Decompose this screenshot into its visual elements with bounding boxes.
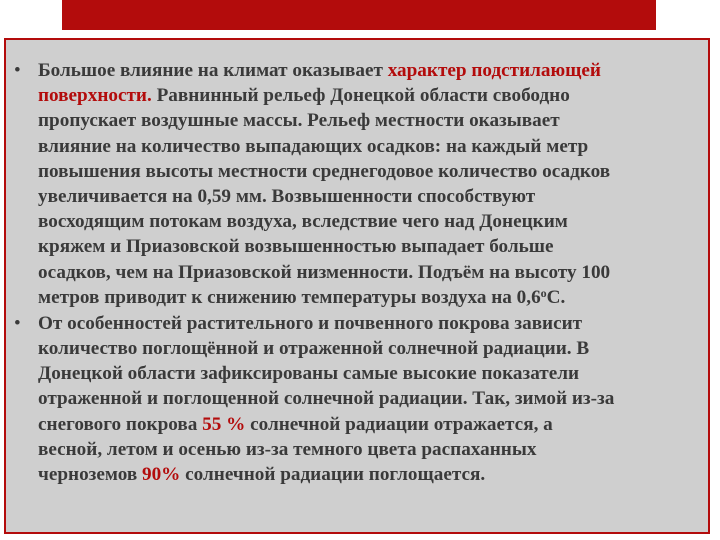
text-segment: солнечной радиации поглощается. — [180, 464, 486, 485]
text-line — [38, 311, 704, 336]
highlighted-text: 90% — [141, 464, 181, 485]
text-segment: количество поглощённой и отраженной солнечной радиации. В — [38, 338, 590, 360]
text-line — [38, 83, 704, 108]
text-line — [38, 184, 704, 209]
superscript-text: о — [540, 285, 547, 300]
text-segment: влияние на количество выпадающих осадков: на каждый метр — [38, 135, 589, 157]
bullet-list — [14, 58, 704, 487]
text-line — [38, 134, 704, 159]
text-segment: осадков, чем на Приазовской низменности. Подъём на высоту 100 — [38, 261, 611, 283]
text-segment: снегового покрова — [38, 413, 203, 435]
bullet-paragraph — [14, 311, 704, 487]
text-segment: Большое влияние на климат оказывает — [38, 60, 388, 81]
text-line — [38, 412, 704, 437]
text-segment: увеличивается на 0,59 мм. Возвышенности способствуют — [38, 185, 536, 207]
text-line — [38, 462, 704, 487]
highlighted-text: характер подстилающей — [387, 60, 601, 81]
text-line — [38, 336, 704, 361]
text-segment: весной, летом и осенью из-за темного цвета распаханных — [38, 438, 537, 460]
bullet-icon: • — [14, 60, 21, 81]
text-segment: Равнинный рельеф Донецкой области свободно — [151, 85, 570, 107]
text-line — [38, 260, 704, 285]
text-segment: восходящим потокам воздуха, вследствие чего над Донецким — [38, 211, 568, 233]
highlighted-text: поверхности. — [38, 85, 152, 107]
text-line — [38, 285, 704, 310]
text-segment: От особенностей растительного и почвенного покрова зависит — [38, 312, 583, 334]
text-line — [38, 58, 704, 83]
bullet-icon: • — [14, 312, 21, 334]
text-segment: солнечной радиации отражается, а — [245, 413, 553, 435]
text-segment: пропускает воздушные массы. Рельеф местности оказывает — [38, 110, 560, 132]
text-line — [38, 437, 704, 462]
highlighted-text: 55 % — [202, 413, 246, 435]
text-segment: С. — [546, 286, 566, 308]
text-segment: повышения высоты местности среднегодовое количество осадков — [38, 160, 611, 182]
bullet-paragraph — [14, 58, 704, 310]
text-line — [38, 108, 704, 133]
text-segment: черноземов — [38, 464, 142, 485]
text-segment: отраженной и поглощенной солнечной радиации. Так, зимой из-за — [38, 388, 615, 410]
header-bar — [62, 0, 656, 30]
text-line — [38, 386, 704, 411]
text-line — [38, 159, 704, 184]
text-segment: метров приводит к снижению температуры воздуха на 0,6 — [38, 286, 541, 308]
text-line — [38, 209, 704, 234]
text-segment: Донецкой области зафиксированы самые высокие показатели — [38, 363, 580, 385]
text-line — [38, 361, 704, 386]
text-segment: кряжем и Приазовской возвышенностью выпадает больше — [38, 236, 554, 258]
text-line — [38, 234, 704, 259]
